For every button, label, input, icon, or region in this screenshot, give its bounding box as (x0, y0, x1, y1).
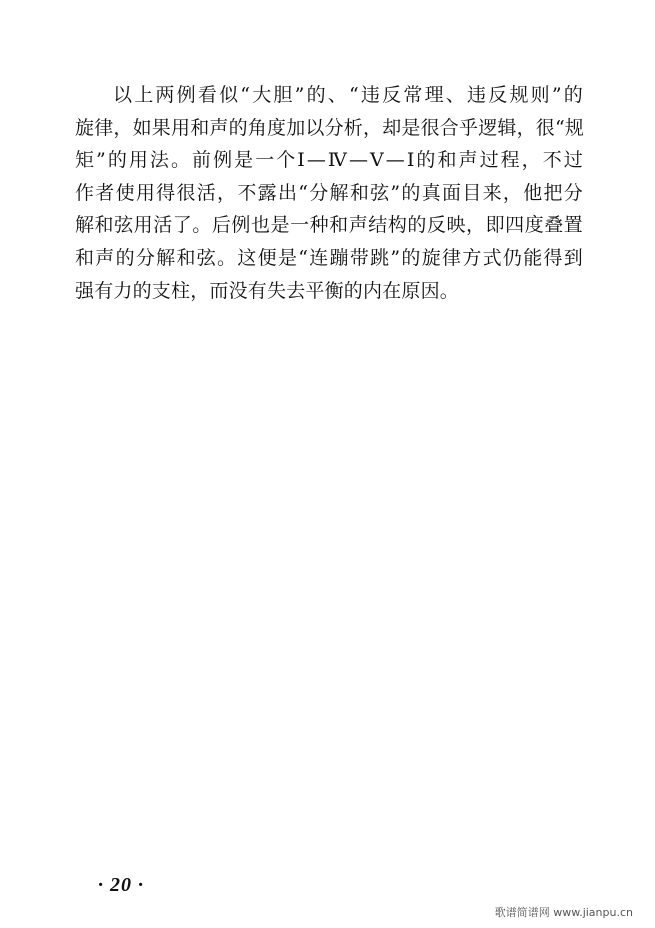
text-line: 作者使用得很活，不露出“分解和弦”的真面目来，他把分 (75, 181, 583, 204)
text-line: 以上两例看似“大胆”的、“违反常理、违反规则”的 (113, 84, 583, 106)
text-line: 矩”的用法。前例是一个Ⅰ—Ⅳ—Ⅴ—Ⅰ的和声过程，不过 (75, 149, 583, 172)
page-number: · 20 · (98, 874, 144, 896)
text-line: 解和弦用活了。后例也是一种和声结构的反映，即四度叠置 (75, 214, 583, 237)
site-watermark: 歌谱简谱网 www.jianpu.cn (494, 906, 633, 919)
body-paragraph (75, 79, 583, 307)
text-line: 强有力的支柱，而没有失去平衡的内在原因。 (75, 279, 460, 302)
text-line: 旋律，如果用和声的角度加以分析，却是很合乎逻辑，很“规 (75, 116, 585, 139)
text-line: 和声的分解和弦。这便是“连蹦带跳”的旋律方式仍能得到 (75, 246, 583, 269)
